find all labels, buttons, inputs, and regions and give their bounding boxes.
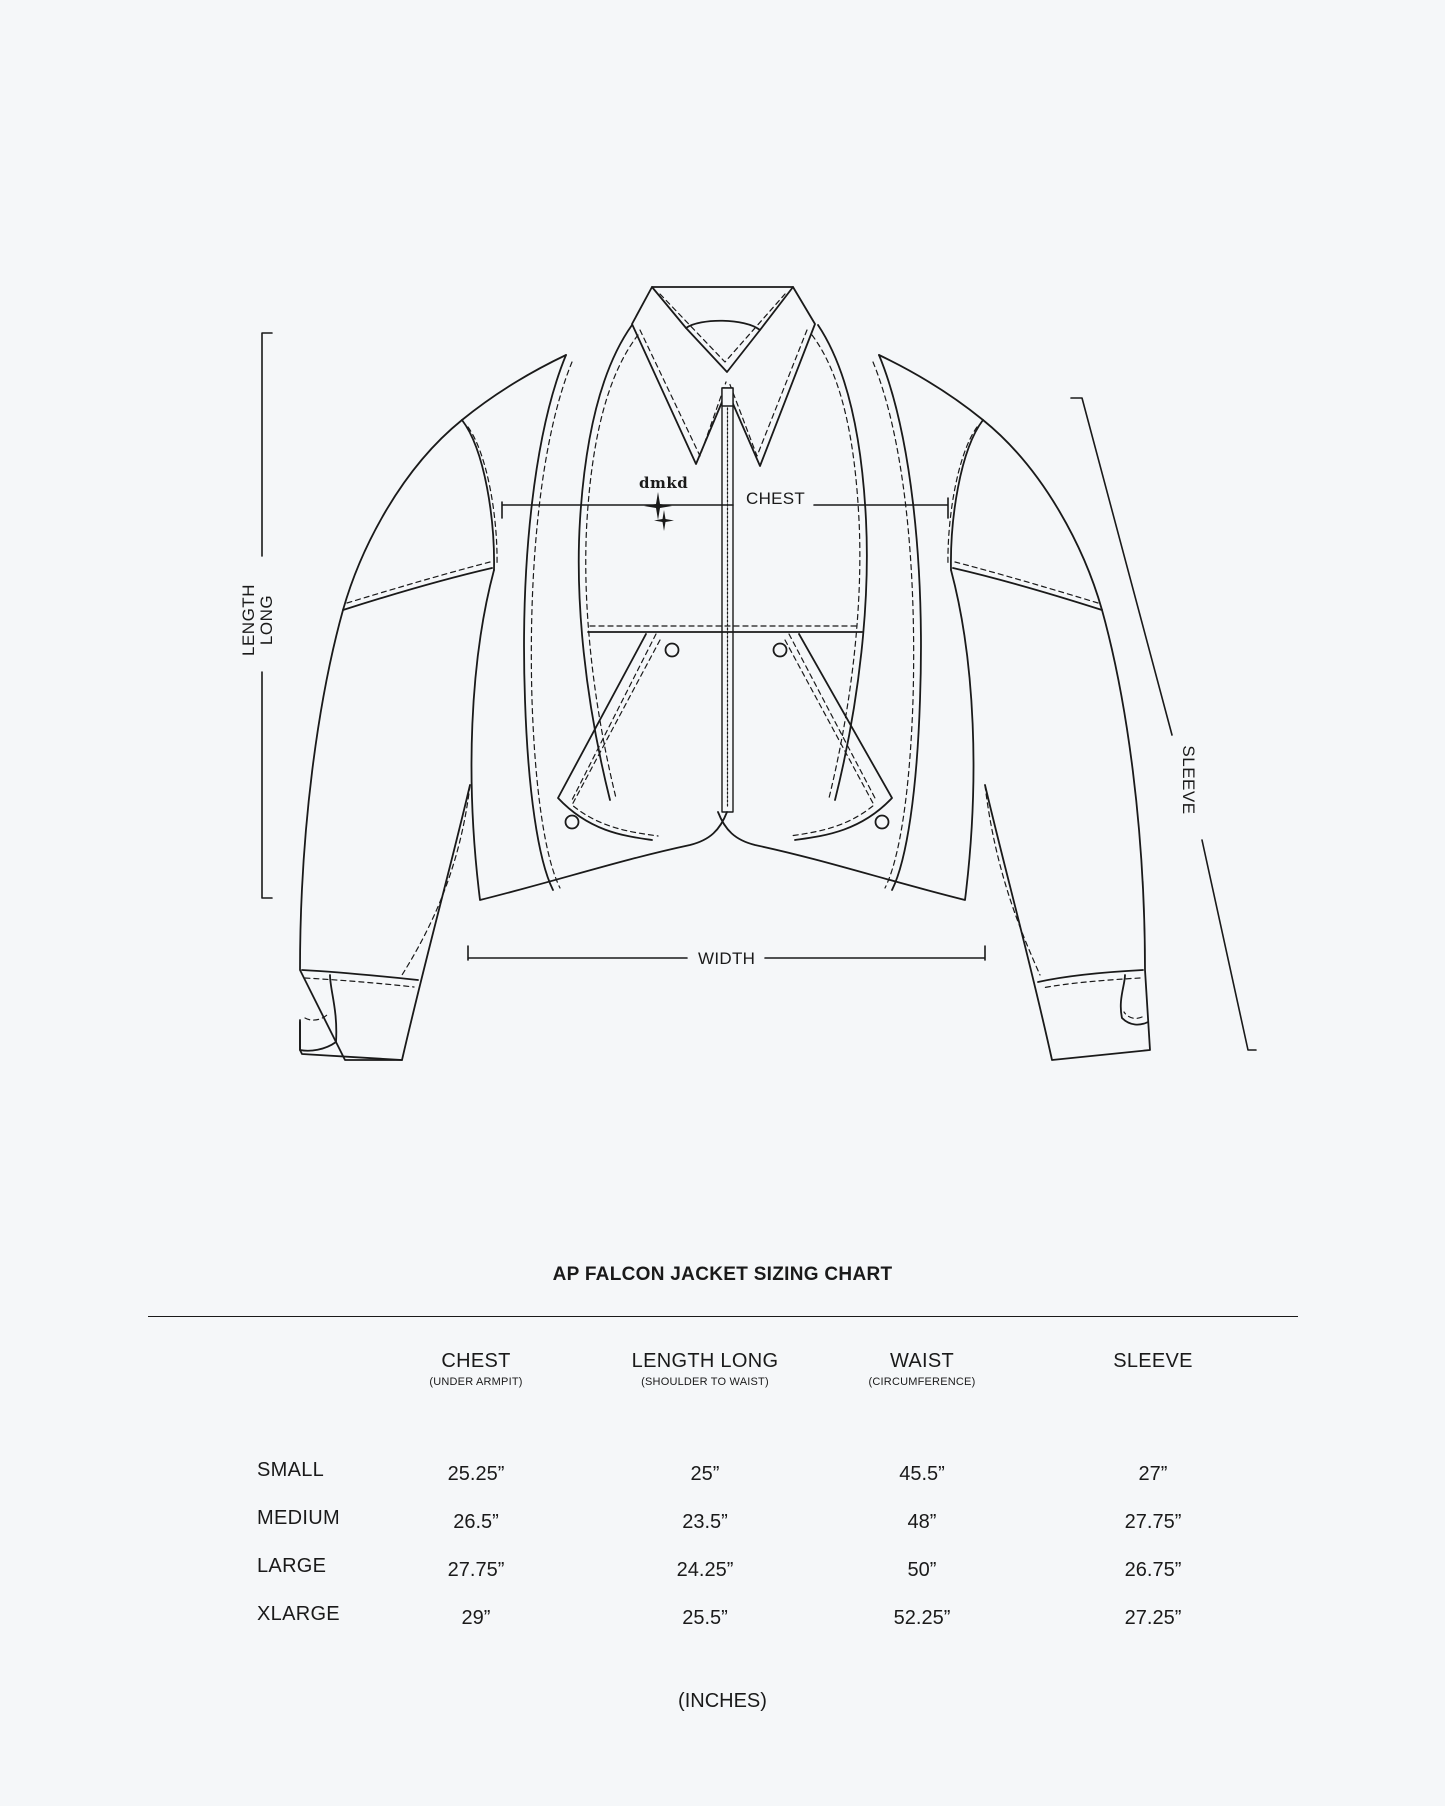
table-cell: 25.5” xyxy=(682,1607,728,1629)
chart-title: AP FALCON JACKET SIZING CHART xyxy=(552,1264,893,1285)
size-label-large: LARGE xyxy=(257,1555,327,1577)
table-cell: 27.75” xyxy=(447,1559,505,1581)
table-cell: 24.25” xyxy=(676,1559,734,1581)
width-measure-label: WIDTH xyxy=(692,950,761,967)
col-header-length: LENGTH LONG (SHOULDER TO WAIST) xyxy=(631,1350,779,1388)
units-label: (INCHES) xyxy=(678,1690,767,1712)
button-icon xyxy=(876,816,889,829)
size-label-xlarge: XLARGE xyxy=(257,1603,340,1625)
table-cell: 27.75” xyxy=(1124,1511,1182,1533)
table-cell: 50” xyxy=(907,1559,937,1581)
right-sleeve xyxy=(948,420,1150,1060)
table-cell: 23.5” xyxy=(682,1511,728,1533)
table-cell: 27” xyxy=(1138,1463,1168,1485)
zipper xyxy=(722,388,733,812)
table-cell: 25” xyxy=(690,1463,720,1485)
table-cell: 45.5” xyxy=(899,1463,945,1485)
chest-measure-label: CHEST xyxy=(740,490,811,507)
measurement-lines xyxy=(262,333,1256,1050)
col-header-sleeve: SLEEVE xyxy=(1113,1350,1193,1372)
button-icon xyxy=(566,816,579,829)
size-label-small: SMALL xyxy=(257,1459,325,1481)
size-label-medium: MEDIUM xyxy=(257,1507,340,1529)
table-cell: 26.75” xyxy=(1124,1559,1182,1581)
left-sleeve xyxy=(300,420,497,1060)
table-cell: 52.25” xyxy=(893,1607,951,1629)
table-cell: 25.25” xyxy=(447,1463,505,1485)
col-header-waist: WAIST (CIRCUMFERENCE) xyxy=(868,1350,976,1388)
brand-logo: dmkd xyxy=(639,474,689,492)
table-cell: 29” xyxy=(461,1607,491,1629)
button-icon xyxy=(774,644,787,657)
col-header-chest: CHEST (UNDER ARMPIT) xyxy=(429,1350,523,1388)
pockets xyxy=(558,626,892,840)
button-icon xyxy=(666,644,679,657)
table-cell: 26.5” xyxy=(453,1511,499,1533)
divider xyxy=(148,1316,1298,1317)
collar xyxy=(632,287,815,466)
length-measure-label: LENGTH LONG xyxy=(239,584,276,656)
sleeve-measure-label: SLEEVE xyxy=(1178,745,1198,815)
table-cell: 48” xyxy=(907,1511,937,1533)
table-cell: 27.25” xyxy=(1124,1607,1182,1629)
sparkle-icon xyxy=(644,492,674,531)
